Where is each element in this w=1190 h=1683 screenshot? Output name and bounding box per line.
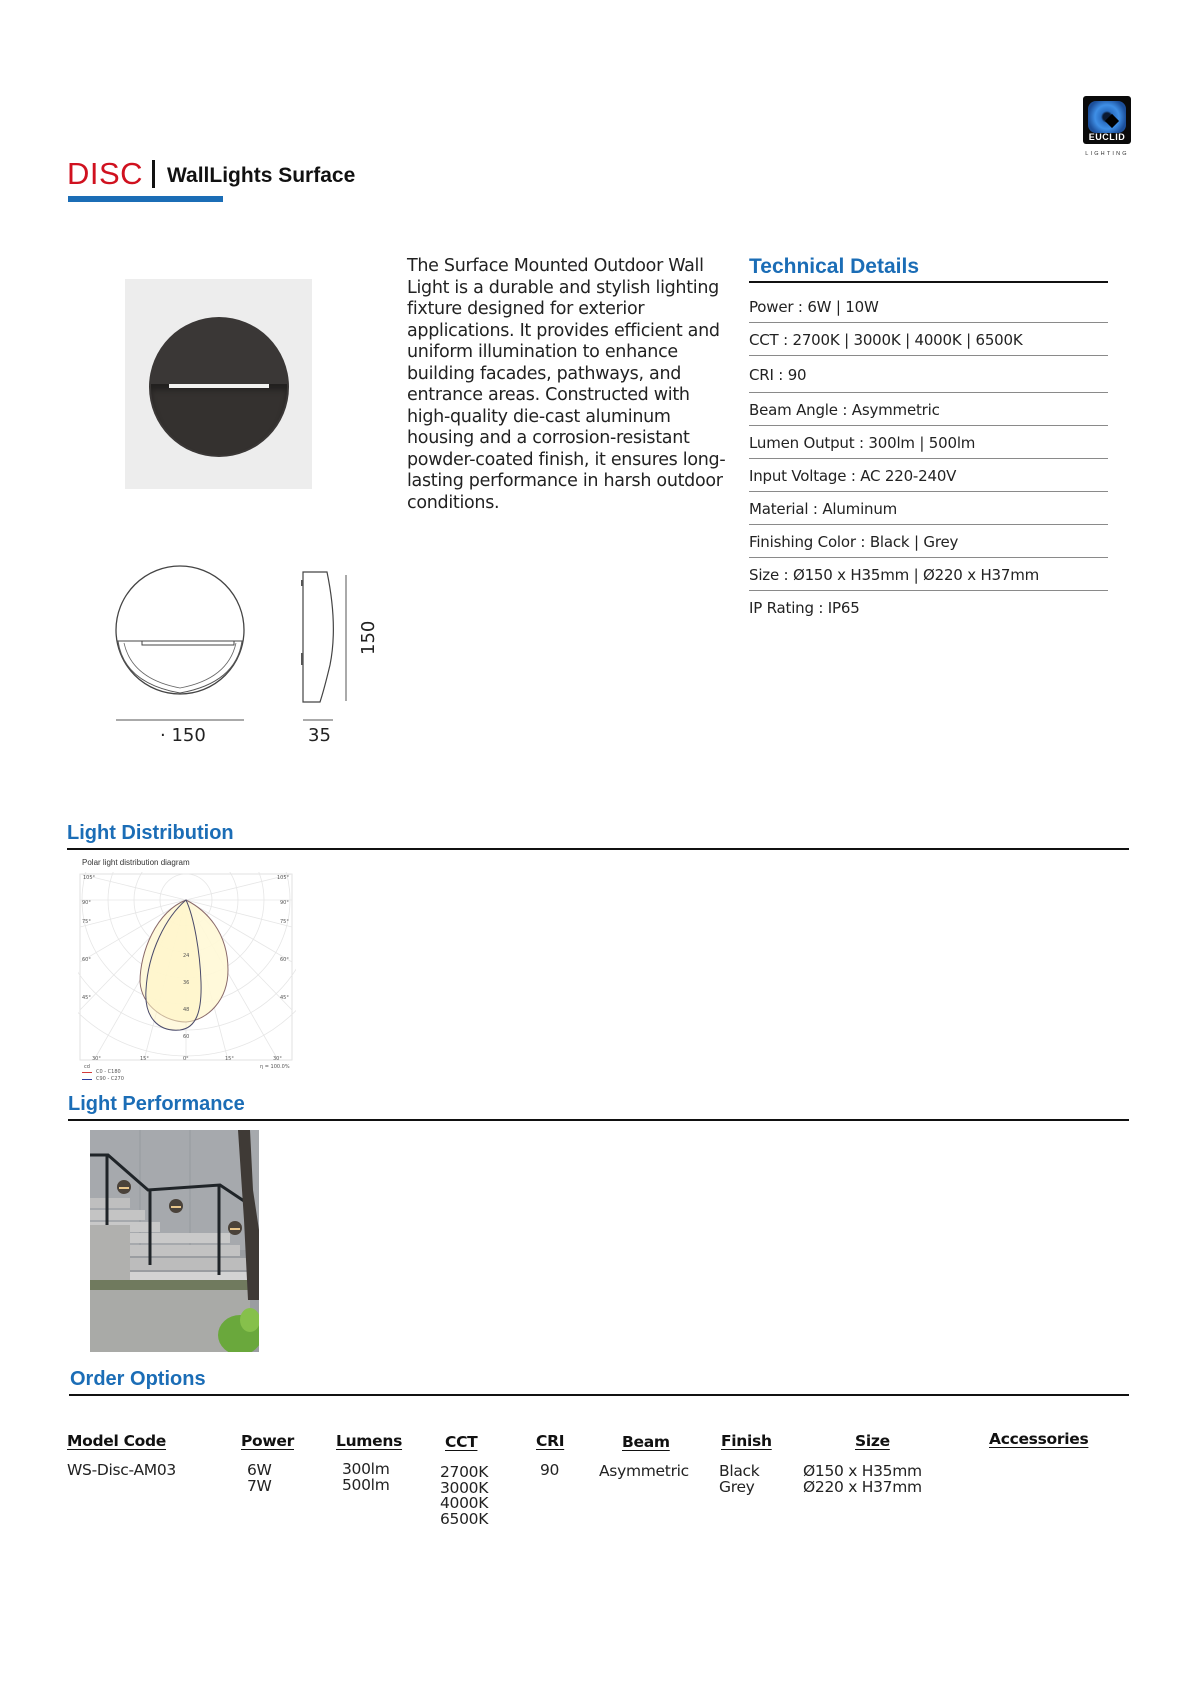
spec-beam-angle: Beam Angle : Asymmetric — [749, 393, 1108, 426]
technical-details-title: Technical Details — [749, 255, 920, 278]
light-performance-title: Light Performance — [68, 1093, 245, 1115]
size-value: Ø220 x H37mm — [803, 1477, 922, 1496]
spec-power: Power : 6W | 10W — [749, 290, 1108, 323]
bottom-angle-label: 15° — [225, 1056, 234, 1062]
column-header-beam: Beam — [622, 1433, 670, 1451]
cri-value: 90 — [540, 1461, 560, 1479]
bottom-angle-label: 30° — [92, 1056, 101, 1062]
cct-value: 6500K — [440, 1509, 489, 1528]
cell-lumens — [342, 1462, 390, 1493]
product-category: WallLights Surface — [167, 164, 356, 187]
title-underline — [68, 196, 223, 202]
cell-cri — [540, 1463, 559, 1479]
column-header-accessories: Accessories — [989, 1430, 1089, 1448]
disc-light-image — [149, 317, 289, 457]
order-options-title: Order Options — [70, 1368, 206, 1390]
product-photo — [125, 279, 312, 489]
lumens-value: 300lm — [342, 1460, 390, 1478]
logo-subtitle: LIGHTING — [1085, 151, 1129, 157]
radial-label: 36 — [183, 980, 190, 986]
euclid-logo-icon — [1088, 101, 1126, 133]
bottom-angle-label: 30° — [273, 1056, 282, 1062]
model-code-value: WS-Disc-AM03 — [67, 1461, 176, 1479]
cell-model-code — [67, 1463, 176, 1479]
angle-label: 60° — [82, 957, 91, 963]
euclid-logo — [1083, 96, 1131, 144]
column-header-model-code: Model Code — [67, 1432, 167, 1450]
light-performance-rule — [68, 1119, 1129, 1121]
front-width-dimension: · 150 — [160, 725, 206, 746]
product-brand: DISC — [67, 156, 144, 191]
polar-light-distribution-diagram — [78, 858, 298, 1088]
cell-power — [247, 1463, 272, 1494]
spec-ip-rating: IP Rating : IP65 — [749, 599, 860, 617]
angle-label: 60° — [280, 957, 289, 963]
radial-label: 48 — [183, 1007, 190, 1013]
column-header-power: Power — [241, 1432, 294, 1450]
cct-value: 4000K — [440, 1494, 489, 1512]
technical-details-rule — [749, 281, 1108, 283]
cct-value: 2700K — [440, 1463, 489, 1481]
spec-lumen-output: Lumen Output : 300lm | 500lm — [749, 426, 1108, 459]
installation-photo — [90, 1130, 259, 1352]
angle-label: 90° — [82, 900, 91, 906]
cell-size — [803, 1464, 922, 1495]
spec-material: Material : Aluminum — [749, 492, 1108, 525]
finish-value: Grey — [719, 1477, 755, 1496]
spec-input-voltage: Input Voltage : AC 220-240V — [749, 459, 1108, 492]
dimension-drawing-icon — [110, 565, 390, 750]
spec-cct: CCT : 2700K | 3000K | 4000K | 6500K — [749, 323, 1108, 356]
bottom-angle-label: 15° — [140, 1056, 149, 1062]
cell-finish — [719, 1464, 759, 1495]
angle-label: 45° — [82, 995, 91, 1001]
side-height-dimension: 150 — [358, 620, 379, 655]
angle-label: 75° — [82, 919, 91, 925]
polar-diagram-title: Polar light distribution diagram — [82, 858, 190, 867]
spec-finishing-color: Finishing Color : Black | Grey — [749, 525, 1108, 558]
efficiency-label: η = 100.0% — [260, 1064, 290, 1070]
spec-cri: CRI : 90 — [749, 356, 1108, 393]
bottom-angle-label: 0° — [183, 1056, 189, 1062]
power-value: 7W — [247, 1476, 272, 1495]
column-header-size: Size — [855, 1432, 890, 1450]
legend-c90-swatch — [82, 1079, 92, 1080]
power-value: 6W — [247, 1461, 272, 1479]
angle-label: 45° — [280, 995, 289, 1001]
finish-value: Black — [719, 1462, 760, 1480]
column-header-cri: CRI — [536, 1432, 565, 1450]
staircase-scene-image — [90, 1130, 259, 1352]
cell-beam — [599, 1464, 689, 1480]
radial-label: 24 — [183, 953, 190, 959]
technical-details-list — [749, 290, 1108, 623]
cct-value: 3000K — [440, 1478, 489, 1497]
side-depth-dimension: 35 — [308, 725, 331, 746]
light-distribution-rule — [67, 848, 1129, 850]
radial-label: 60 — [183, 1034, 190, 1040]
technical-drawing — [110, 565, 390, 750]
title-separator — [152, 160, 155, 188]
unit-label: cd — [84, 1064, 90, 1070]
angle-label: 105° — [83, 875, 96, 881]
angle-label: 90° — [280, 900, 289, 906]
cell-cct — [440, 1465, 488, 1527]
legend-c0-swatch — [82, 1072, 92, 1073]
product-description: The Surface Mounted Outdoor Wall Light is a durable and stylish lighting fixture designed for exterior applications. It provides efficient and uniform illumination to enhance building facades, pathways, and entrance areas. Constructed with high-quality die-cast aluminum housing and a corrosion-resistant powder-coated finish, it ensures long-lasting performance in harsh outdoor conditions. — [407, 256, 726, 513]
logo-word: EUCLID — [1088, 132, 1126, 142]
beam-value: Asymmetric — [599, 1462, 689, 1480]
spec-size: Size : Ø150 x H35mm | Ø220 x H37mm — [749, 558, 1108, 591]
column-header-lumens: Lumens — [336, 1432, 403, 1450]
legend-c90-label: C90 - C270 — [96, 1076, 124, 1082]
angle-label: 75° — [280, 919, 289, 925]
order-options-rule — [69, 1394, 1129, 1396]
size-value: Ø150 x H35mm — [803, 1462, 922, 1480]
column-header-cct: CCT — [445, 1433, 478, 1451]
column-header-finish: Finish — [721, 1432, 772, 1450]
lumens-value: 500lm — [342, 1475, 390, 1494]
light-distribution-title: Light Distribution — [67, 822, 234, 844]
legend-c0-label: C0 - C180 — [96, 1069, 121, 1075]
angle-label: 105° — [277, 875, 290, 881]
